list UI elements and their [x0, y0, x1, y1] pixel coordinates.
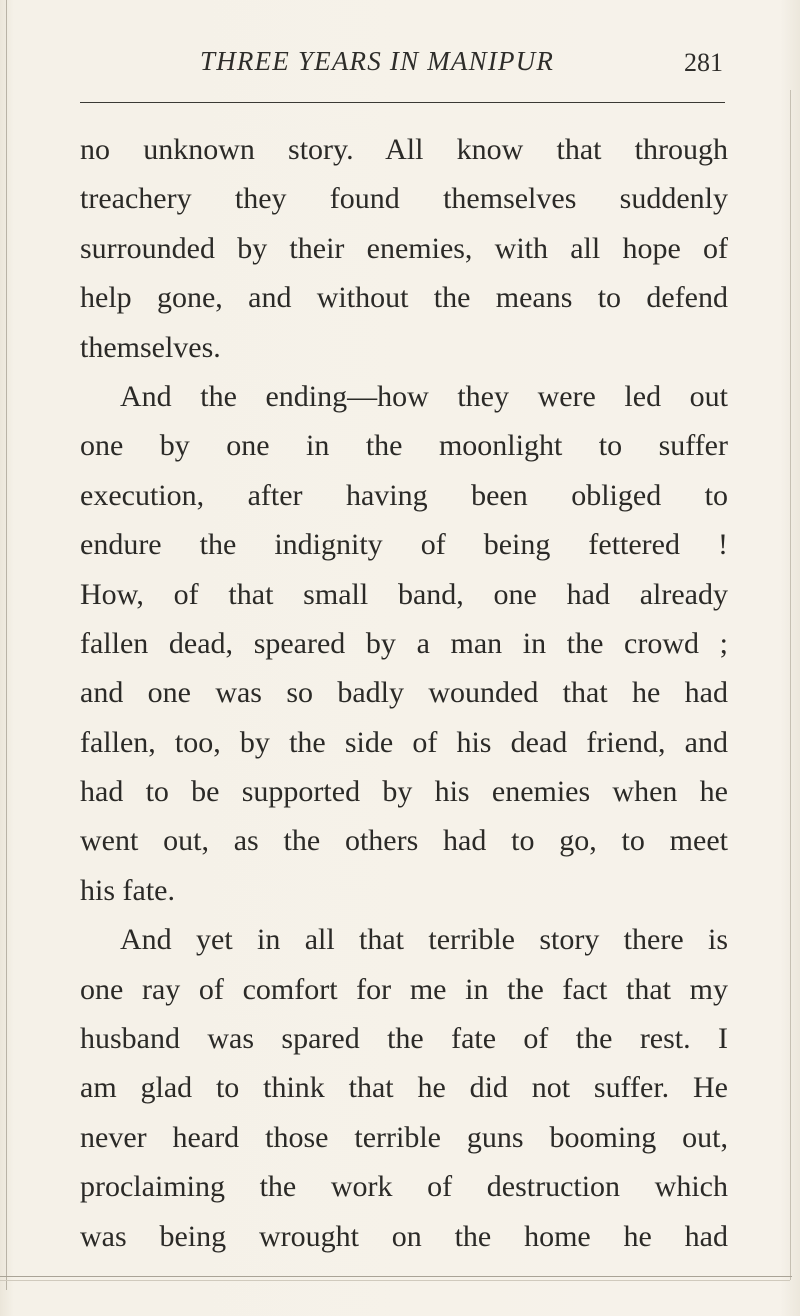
header-rule	[80, 102, 725, 103]
text-line: was being wrought on the home he had	[80, 1219, 728, 1253]
paragraph-3	[80, 915, 728, 1261]
paragraph-1	[80, 125, 728, 372]
text-line: one ray of comfort for me in the fact that my	[80, 972, 728, 1006]
page-edge-left	[6, 0, 7, 1290]
page-edge-bottom-inner	[0, 1280, 790, 1281]
text-line: And the ending—how they were led out	[120, 379, 728, 413]
text-line: had to be supported by his enemies when he	[80, 775, 728, 809]
text-line: never heard those terrible guns booming out,	[80, 1120, 728, 1154]
body-text	[80, 125, 728, 1261]
text-line: went out, as the others had to go, to meet	[80, 824, 728, 858]
text-line: themselves.	[80, 330, 221, 364]
text-line: help gone, and without the means to defend	[80, 281, 728, 315]
paragraph-2	[80, 372, 728, 915]
text-line: am glad to think that he did not suffer. He	[80, 1071, 728, 1105]
text-line: How, of that small band, one had already	[80, 577, 728, 611]
text-line: no unknown story. All know that through	[80, 133, 728, 166]
page-header	[80, 46, 725, 90]
text-line: one by one in the moonlight to suffer	[80, 429, 728, 463]
text-line: proclaiming the work of destruction which	[80, 1170, 728, 1204]
text-line: surrounded by their enemies, with all hope of	[80, 231, 728, 265]
running-title: THREE YEARS IN MANIPUR	[200, 46, 555, 76]
text-line: fallen dead, speared by a man in the crowd ;	[80, 626, 728, 660]
text-line: treachery they found themselves suddenly	[80, 182, 728, 216]
page-edge-right	[790, 90, 791, 1280]
text-line: fallen, too, by the side of his dead friend, and	[80, 725, 728, 759]
text-line: endure the indignity of being fettered !	[80, 528, 728, 562]
page-edge-bottom	[0, 1276, 792, 1277]
text-line: And yet in all that terrible story there is	[120, 923, 728, 957]
page-number: 281	[684, 48, 723, 77]
text-line: and one was so badly wounded that he had	[80, 676, 728, 710]
text-line: execution, after having been obliged to	[80, 478, 728, 512]
text-line: husband was spared the fate of the rest. I	[80, 1022, 728, 1056]
text-line: his fate.	[80, 873, 175, 907]
